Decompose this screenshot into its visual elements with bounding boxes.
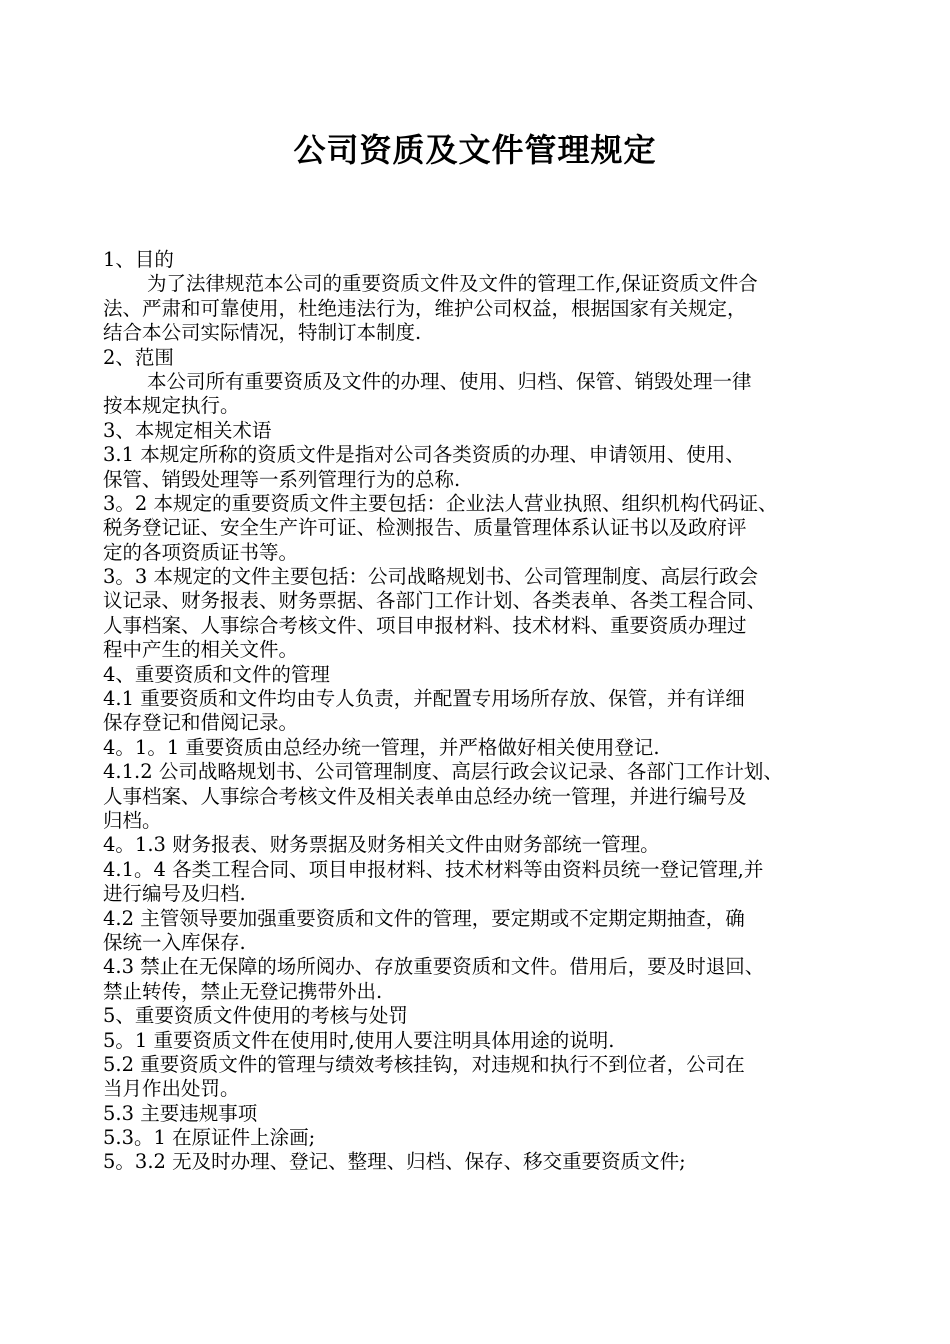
text-line: 保存登记和借阅记录。 bbox=[103, 711, 299, 735]
text-line: 3。3 本规定的文件主要包括：公司战略规划书、公司管理制度、高层行政会 bbox=[103, 565, 759, 589]
text-line: 4.1。4 各类工程合同、项目申报材料、技术材料等由资料员统一登记管理,并 bbox=[103, 857, 764, 881]
text-line: 保管、销毁处理等一系列管理行为的总称. bbox=[103, 467, 461, 491]
text-line: 禁止转传，禁止无登记携带外出. bbox=[103, 979, 383, 1003]
text-line: 5。1 重要资质文件在使用时,使用人要注明具体用途的说明. bbox=[103, 1028, 615, 1052]
text-line: 5.2 重要资质文件的管理与绩效考核挂钩，对违规和执行不到位者，公司在 bbox=[103, 1052, 745, 1076]
text-line: 议记录、财务报表、财务票据、各部门工作计划、各类表单、各类工程合同、 bbox=[103, 589, 767, 613]
text-line: 4。1.3 财务报表、财务票据及财务相关文件由财务部统一管理。 bbox=[103, 833, 660, 857]
text-line: 5。3.2 无及时办理、登记、整理、归档、保存、移交重要资质文件; bbox=[103, 1150, 686, 1174]
text-line: 5、重要资质文件使用的考核与处罚 bbox=[103, 1004, 408, 1028]
text-line: 3。2 本规定的重要资质文件主要包括：企业法人营业执照、组织机构代码证、 bbox=[103, 491, 778, 515]
text-line: 4.2 主管领导要加强重要资质和文件的管理，要定期或不定期定期抽查，确 bbox=[103, 906, 745, 930]
text-line: 税务登记证、安全生产许可证、检测报告、质量管理体系认证书以及政府评 bbox=[103, 516, 747, 540]
text-line: 本公司所有重要资质及文件的办理、使用、归档、保管、销毁处理一律 bbox=[147, 369, 752, 393]
text-line: 3、本规定相关术语 bbox=[103, 418, 272, 442]
text-line: 按本规定执行。 bbox=[103, 394, 240, 418]
text-line: 1、目的 bbox=[103, 248, 174, 271]
text-line: 4。1。1 重要资质由总经办统一管理，并严格做好相关使用登记. bbox=[103, 735, 660, 759]
text-line: 3.1 本规定所称的资质文件是指对公司各类资质的办理、申请领用、使用、 bbox=[103, 443, 745, 467]
text-line: 4.1.2 公司战略规划书、公司管理制度、高层行政会议记录、各部门工作计划、 bbox=[103, 760, 783, 784]
text-line: 程中产生的相关文件。 bbox=[103, 638, 299, 662]
text-line: 4、重要资质和文件的管理 bbox=[103, 662, 330, 686]
text-line: 4.1 重要资质和文件均由专人负责，并配置专用场所存放、保管，并有详细 bbox=[103, 687, 745, 711]
document-body bbox=[103, 248, 863, 1175]
document-title: 公司资质及文件管理规定 bbox=[293, 131, 657, 169]
text-line: 人事档案、人事综合考核文件、项目申报材料、技术材料、重要资质办理过 bbox=[103, 613, 747, 637]
text-line: 归档。 bbox=[103, 808, 162, 832]
text-line: 人事档案、人事综合考核文件及相关表单由总经办统一管理，并进行编号及 bbox=[103, 784, 747, 808]
text-line: 5.3。1 在原证件上涂画; bbox=[103, 1126, 316, 1150]
text-line: 法、严肃和可靠使用，杜绝违法行为，维护公司权益，根据国家有关规定， bbox=[103, 296, 747, 320]
text-line: 保统一入库保存. bbox=[103, 930, 246, 954]
text-line: 进行编号及归档. bbox=[103, 882, 246, 906]
text-line: 当月作出处罚。 bbox=[103, 1077, 240, 1101]
text-line: 5.3 主要违规事项 bbox=[103, 1101, 258, 1125]
text-line: 结合本公司实际情况，特制订本制度. bbox=[103, 321, 422, 345]
text-line: 定的各项资质证书等。 bbox=[103, 540, 299, 564]
text-line: 为了法律规范本公司的重要资质文件及文件的管理工作,保证资质文件合 bbox=[147, 272, 758, 296]
text-line: 2、范围 bbox=[103, 345, 174, 369]
text-line: 4.3 禁止在无保障的场所阅办、存放重要资质和文件。借用后，要及时退回、 bbox=[103, 955, 765, 979]
